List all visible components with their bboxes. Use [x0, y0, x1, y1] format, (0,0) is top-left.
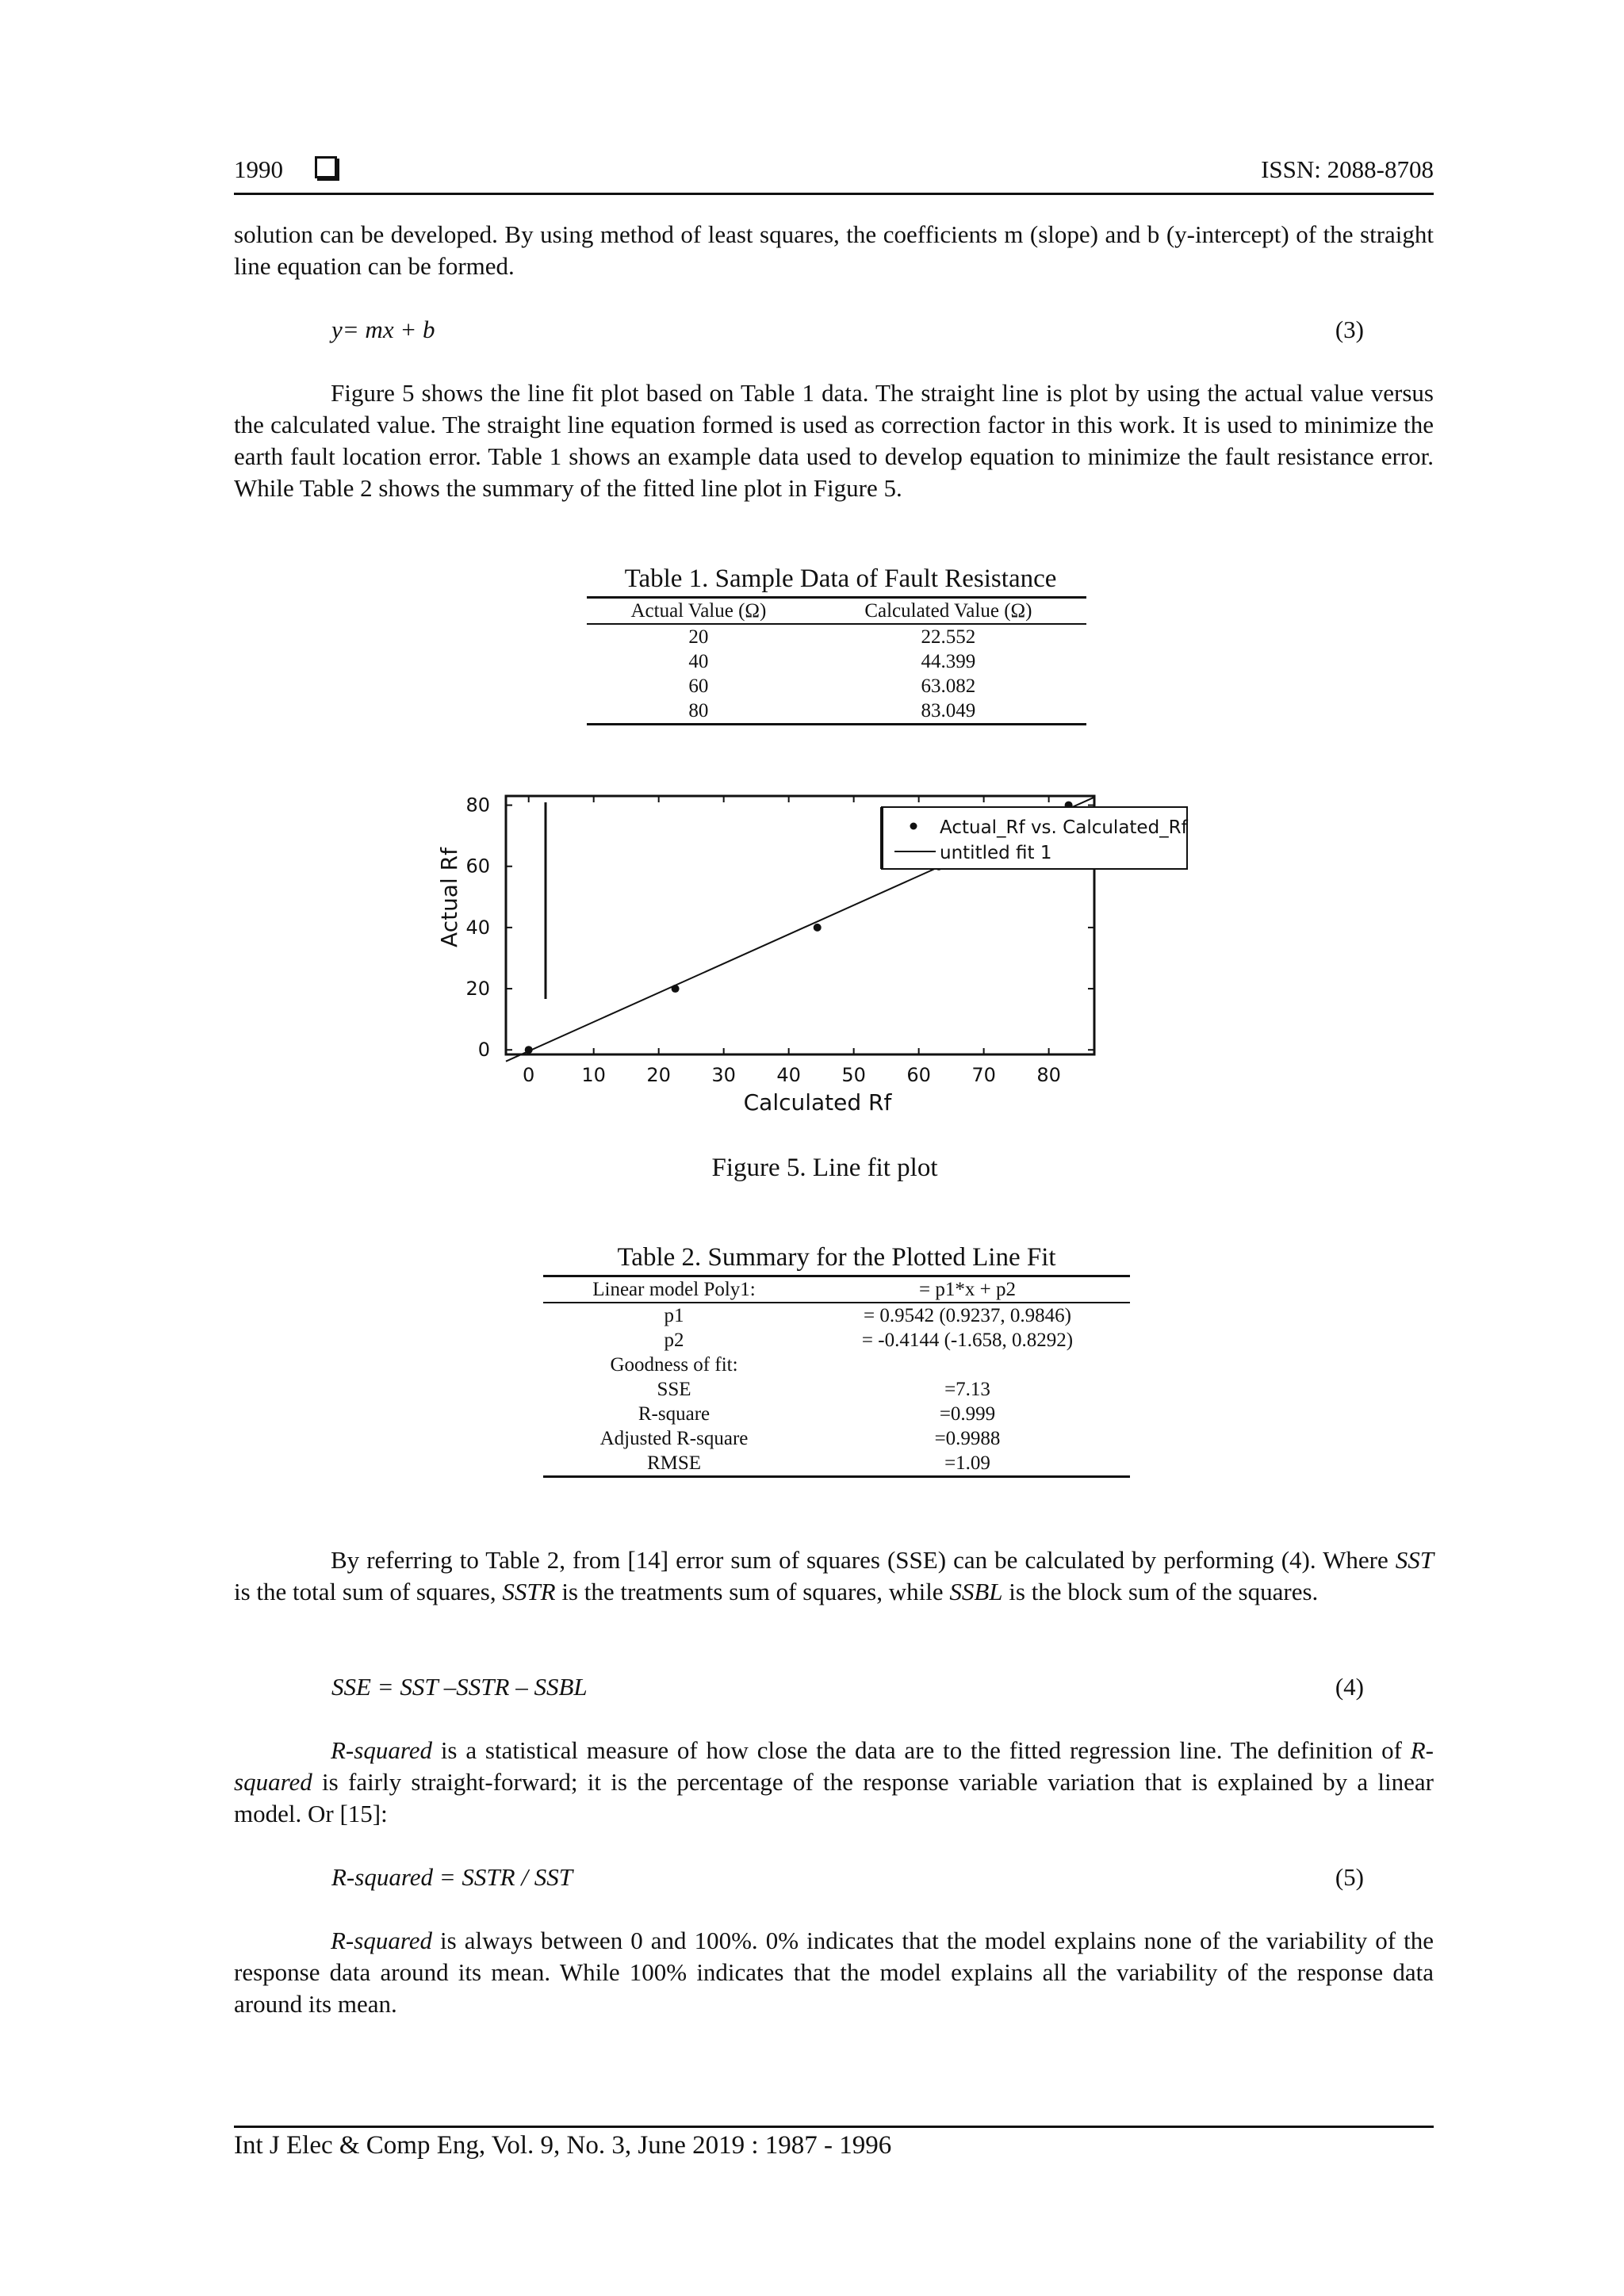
- y-tick-label: 40: [465, 916, 490, 939]
- x-tick-label: 30: [711, 1064, 736, 1086]
- y-tick-label: 0: [477, 1039, 490, 1062]
- y-tick-label: 60: [465, 855, 490, 878]
- table-cell: =7.13: [944, 1379, 990, 1400]
- x-tick-label: 10: [581, 1064, 606, 1086]
- table-1-caption: Table 1. Sample Data of Fault Resistance: [624, 564, 1057, 593]
- paragraph-1: solution can be developed. By using method of least squares, the coefficients m (slope) and b (y-intercept) of the straight line equation can be formed.: [234, 220, 1434, 280]
- legend: [882, 807, 1189, 869]
- table-row: [587, 674, 1086, 698]
- data-point: [814, 924, 822, 932]
- x-tick-label: 40: [776, 1064, 801, 1086]
- table-2: [543, 1275, 1130, 1478]
- table-cell: p2: [664, 1330, 684, 1351]
- legend-marker-points: [910, 823, 917, 830]
- equation-5-number: (5): [1335, 1863, 1364, 1891]
- paragraph-2: Figure 5 shows the line fit plot based on Table 1 data. The straight line is plot by using the actual value versus the calculated value. The straight line equation formed is used as correction factor in this work. It is used to minimize the earth fault location error. Table 1 shows an example data used to develop equation to minimize the fault resistance error. While Table 2 shows the summary of the fitted line plot in Figure 5.: [234, 379, 1434, 502]
- x-axis-label: Calculated Rf: [743, 1089, 892, 1115]
- x-tick-label: 70: [971, 1064, 996, 1086]
- paragraph-3: By referring to Table 2, from [14] error sum of squares (SSE) can be calculated by performing (4). Where SST is the total sum of squares, SSTR is the treatments sum of squares, while SSBL is the block sum of the squares.: [234, 1546, 1434, 1605]
- table-cell: RMSE: [543, 1451, 805, 1477]
- x-tick-label: 0: [523, 1064, 535, 1086]
- table-cell: Adjusted R-square: [599, 1428, 749, 1449]
- table-cell: Goodness of fit:: [610, 1354, 738, 1376]
- table-row: [543, 1353, 1130, 1377]
- issn: ISSN: 2088-8708: [1261, 155, 1434, 183]
- table-2-caption: Table 2. Summary for the Plotted Line Fit: [617, 1243, 1056, 1272]
- table-cell: p1: [664, 1305, 684, 1326]
- equation-3-number: (3): [1335, 316, 1364, 343]
- x-tick-label: 20: [646, 1064, 671, 1086]
- legend-label-fit: untitled fit 1: [940, 843, 1052, 863]
- paragraph-4: R-squared is a statistical measure of how close the data are to the fitted regression line. The definition of R-squared is fairly straight-forward; it is the percentage of the response variable variation that is explained by a linear model. Or [15]:: [234, 1736, 1434, 1827]
- table-row: [587, 649, 1086, 674]
- line-fit-chart: [428, 777, 1221, 1142]
- y-tick-label: 20: [465, 978, 490, 1001]
- table-cell: = -0.4144 (-1.658, 0.8292): [861, 1330, 1074, 1351]
- table-cell: = 0.9542 (0.9237, 0.9846): [864, 1305, 1071, 1326]
- table-cell: SSE: [657, 1379, 691, 1400]
- table-header-cell: = p1*x + p2: [805, 1276, 1130, 1303]
- table-row: [543, 1377, 1130, 1402]
- page-number: 1990: [234, 155, 337, 184]
- equation-3: y= mx + b: [331, 316, 435, 343]
- figure-5-caption: Figure 5. Line fit plot: [711, 1154, 938, 1182]
- y-tick-label: 80: [465, 794, 490, 817]
- table-header-cell: Calculated Value (Ω): [810, 598, 1086, 625]
- table-1: [587, 596, 1086, 725]
- equation-5: R-squared = SSTR / SST: [331, 1863, 573, 1891]
- table-row: [587, 624, 1086, 649]
- equation-4-number: (4): [1335, 1673, 1364, 1701]
- header-rule: [234, 193, 1434, 195]
- table-header-row: [587, 598, 1086, 625]
- table-header-row: [543, 1276, 1130, 1303]
- table-cell: 80: [587, 698, 810, 725]
- data-point: [525, 1046, 533, 1054]
- table-row: [543, 1303, 1130, 1328]
- equation-4: SSE = SST –SSTR – SSBL: [331, 1673, 588, 1701]
- data-point: [672, 985, 680, 993]
- table-row: [543, 1328, 1130, 1353]
- y-axis-label: Actual Rf: [436, 848, 462, 947]
- table-cell: =0.9988: [934, 1428, 1001, 1449]
- footer-citation: Int J Elec & Comp Eng, Vol. 9, No. 3, June 2019 : 1987 - 1996: [234, 2131, 892, 2160]
- x-tick-label: 80: [1036, 1064, 1061, 1086]
- table-cell: =0.999: [939, 1403, 996, 1425]
- table-cell: [805, 1353, 1130, 1377]
- table-row: [543, 1402, 1130, 1426]
- table-cell: 83.049: [810, 698, 1086, 725]
- legend-label-points: Actual_Rf vs. Calculated_Rf: [940, 817, 1188, 838]
- paragraph-5: R-squared is always between 0 and 100%. 0% indicates that the model explains none of the variability of the response data around its mean. While 100% indicates that the model explains all the variability of the response data around its mean.: [234, 1927, 1434, 2018]
- table-cell: =1.09: [805, 1451, 1130, 1477]
- table-row: [543, 1451, 1130, 1477]
- table-header-cell: Linear model Poly1:: [543, 1276, 805, 1303]
- table-cell: 22.552: [921, 626, 976, 648]
- x-tick-label: 60: [906, 1064, 931, 1086]
- table-cell: 44.399: [921, 651, 976, 672]
- footer-rule: [234, 2126, 1434, 2128]
- square-bullet-icon: [315, 156, 337, 178]
- table-cell: R-square: [638, 1403, 710, 1425]
- table-header-cell: Actual Value (Ω): [587, 598, 810, 625]
- table-cell: 63.082: [921, 675, 976, 697]
- table-row: [587, 698, 1086, 725]
- x-tick-label: 50: [841, 1064, 866, 1086]
- table-cell: 60: [688, 675, 709, 697]
- table-cell: 40: [688, 651, 709, 672]
- table-cell: 20: [688, 626, 709, 648]
- table-row: [543, 1426, 1130, 1451]
